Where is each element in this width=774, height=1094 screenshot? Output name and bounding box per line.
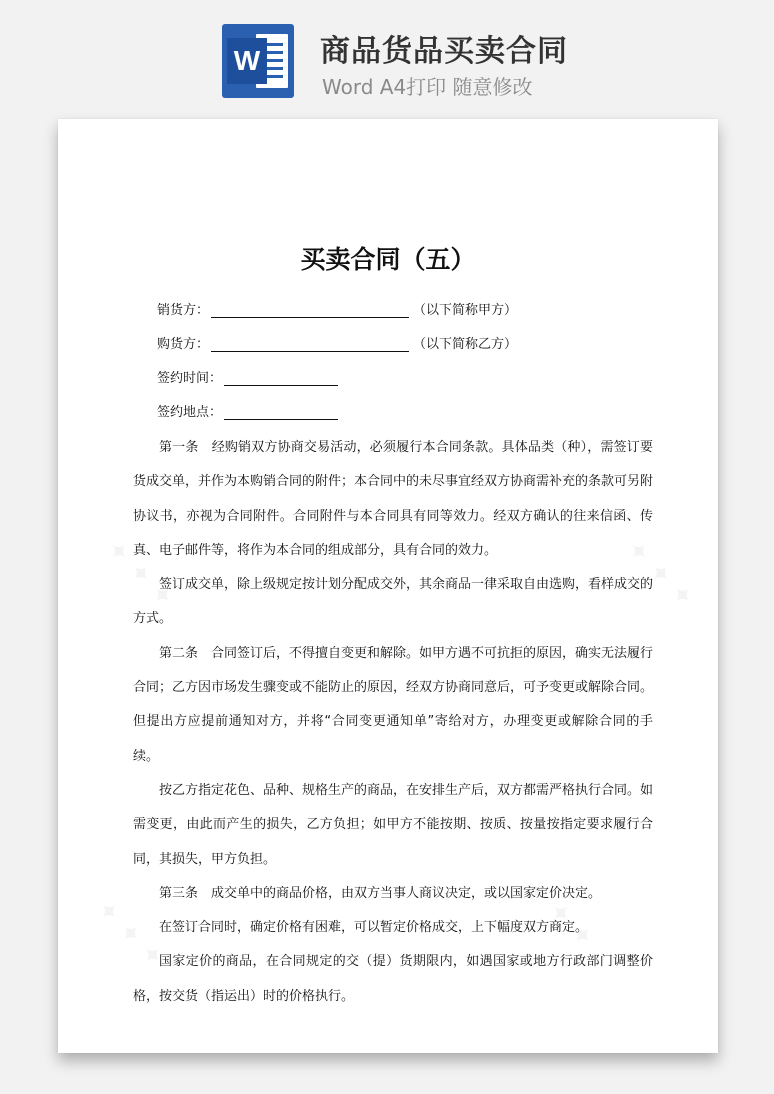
paragraph: 第三条 成交单中的商品价格，由双方当事人商议决定，或以国家定价决定。	[159, 885, 602, 901]
paragraph: 第一条 经购销双方协商交易活动，必须履行本合同条款。具体品类（种），需签订要货成交单，并作为本购销合同的附件；本合同中的未尽事宜经双方协商需补充的条款可另附协议书，亦视为合同附件。合同附件与本合同具有同等效力。经双方确认的往来信函、传真、电子邮件等，将作为本合同的组成部分，具有合同的效力。	[133, 440, 654, 558]
paragraph: 按乙方指定花色、品种、规格生产的商品，在安排生产后，双方都需严格执行合同。如需变更，由此而产生的损失，乙方负担；如甲方不能按期、按质、按量按指定要求履行合同，其损失，甲方负担。	[133, 782, 654, 867]
seller-label: 销货方：	[157, 303, 210, 318]
banner-subtitle: Word A4打印 随意修改	[322, 75, 533, 99]
document-title: 买卖合同（五）	[300, 245, 476, 274]
word-logo-letter: W	[227, 38, 267, 84]
sign-time-label: 签约时间：	[157, 371, 223, 386]
document-page	[58, 119, 718, 1053]
sign-place-label: 签约地点：	[157, 405, 223, 420]
sign-time-field[interactable]	[157, 367, 342, 386]
buyer-label: 购货方：	[157, 337, 210, 352]
seller-suffix: （以下简称甲方）	[413, 303, 518, 318]
banner-title: 商品货品买卖合同	[320, 34, 568, 69]
word-icon	[222, 24, 294, 98]
buyer-suffix: （以下简称乙方）	[413, 337, 518, 352]
paragraph: 在签订合同时，确定价格有困难，可以暂定价格成交，上下幅度双方商定。	[159, 920, 589, 936]
sign-time-blank[interactable]	[224, 371, 338, 386]
sign-place-field[interactable]	[157, 401, 342, 420]
buyer-blank[interactable]	[211, 337, 409, 352]
sign-place-blank[interactable]	[224, 405, 338, 420]
paragraph: 国家定价的商品，在合同规定的交（提）货期限内，如遇国家或地方行政部门调整价格，按交货（指运出）时的价格执行。	[133, 954, 653, 1004]
paragraph: 签订成交单，除上级规定按计划分配成交外，其余商品一律采取自由选购，看样成交的方式。	[133, 577, 654, 627]
buyer-field[interactable]	[157, 333, 517, 352]
seller-field[interactable]	[157, 299, 517, 318]
paragraph: 第二条 合同签订后，不得擅自变更和解除。如甲方遇不可抗拒的原因，确实无法履行合同；乙方因市场发生骤变或不能防止的原因，经双方协商同意后，可予变更或解除合同。但提出方应提前通知对方，并将“合同变更通知单”寄给对方，办理变更或解除合同的手续。	[133, 645, 654, 764]
contract-body	[133, 431, 653, 1014]
banner-header	[0, 0, 774, 110]
seller-blank[interactable]	[211, 303, 409, 318]
